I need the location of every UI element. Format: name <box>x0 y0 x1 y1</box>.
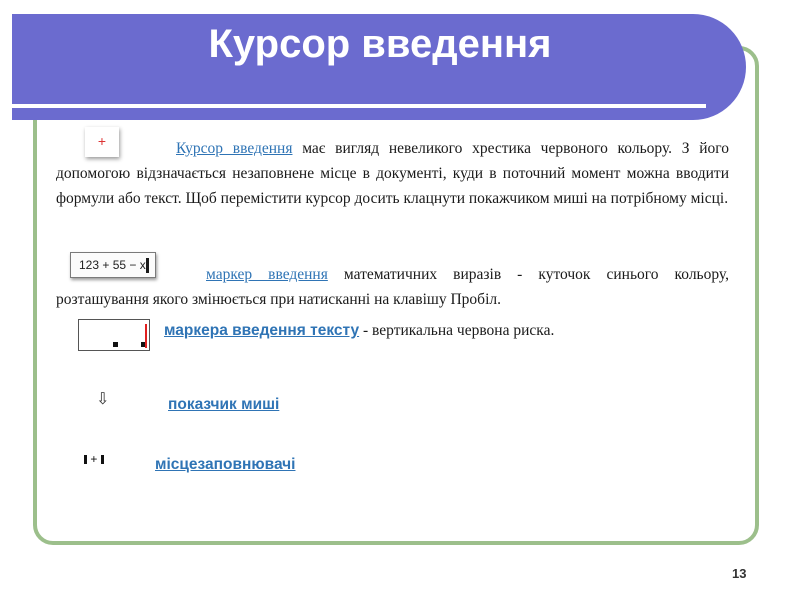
slide-title: Курсор введення <box>208 22 552 66</box>
paragraph-marker <box>56 262 729 312</box>
placeholder-plus: + <box>90 452 98 466</box>
expression-sample: 123 + 55 − x <box>79 258 146 272</box>
cross-cursor-icon: + <box>85 127 119 157</box>
paragraph-cursor <box>56 136 729 211</box>
cursor-description: має вигляд невеликого хрестика червоного кольору. З його допомогою відзначається незаповнене місце в документі, куди в поточний момент можна вводити формули або текст. Щоб перемістити курсор досить клацнути покажчиком миші на потрібному місці. <box>56 140 729 207</box>
cursor-link[interactable]: Курсор введення <box>176 140 293 157</box>
marker-link[interactable]: маркер введення <box>206 266 328 283</box>
placeholders-link[interactable]: місцезаповнювачі <box>155 456 296 473</box>
placeholder-bar-icon <box>84 455 87 464</box>
placeholders-icon <box>84 452 104 466</box>
paragraph-placeholders <box>155 452 295 477</box>
text-marker-description: - вертикальна червона риска. <box>359 322 555 339</box>
text-marker-icon <box>78 319 150 351</box>
down-arrow-icon: ⇩ <box>96 389 110 408</box>
placeholder-bar-icon <box>101 455 104 464</box>
marker-square-icon <box>113 342 118 347</box>
paragraph-text-marker <box>164 318 729 343</box>
banner-underline <box>12 104 706 108</box>
paragraph-pointer <box>168 392 279 417</box>
mouse-pointer-link[interactable]: показчик миші <box>168 396 280 413</box>
marker-description: математичних виразів - куточок синього кольору, розташування якого змінюється при натисканні на клавішу Пробіл. <box>56 266 729 308</box>
page-number: 13 <box>732 566 747 581</box>
text-marker-link[interactable]: маркера введення тексту <box>164 322 360 339</box>
red-caret-icon <box>145 324 147 348</box>
